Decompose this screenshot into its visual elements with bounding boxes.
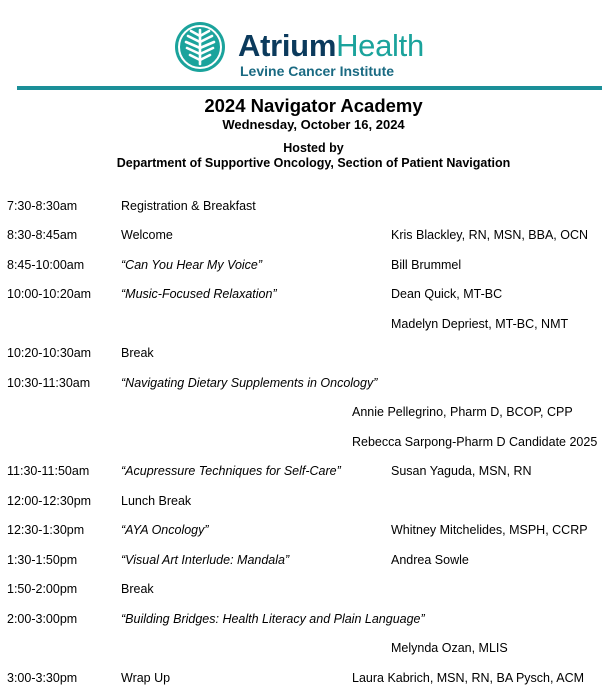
header-divider	[17, 86, 602, 90]
agenda-time: 8:30-8:45am	[7, 228, 78, 242]
agenda-session: “AYA Oncology”	[121, 523, 209, 537]
agenda-session: “Can You Hear My Voice”	[121, 258, 263, 272]
agenda-session: “Visual Art Interlude: Mandala”	[121, 553, 290, 567]
host-department: Department of Supportive Oncology, Section of Patient Navigation	[116, 156, 511, 170]
agenda-row	[0, 346, 610, 366]
hosted-by-label: Hosted by	[283, 141, 344, 155]
brand-subtitle: Levine Cancer Institute	[240, 63, 395, 79]
brand-wordmark	[238, 30, 424, 61]
document-title: 2024 Navigator Academy	[204, 95, 423, 116]
brand-logo	[0, 8, 610, 78]
agenda-time: 1:30-1:50pm	[7, 553, 78, 567]
agenda-row	[0, 317, 610, 337]
agenda-speaker: Kris Blackley, RN, MSN, BBA, OCN	[391, 228, 589, 242]
agenda-row	[0, 199, 610, 219]
agenda-speaker: Melynda Ozan, MLIS	[391, 641, 508, 655]
agenda-session: Lunch Break	[121, 494, 192, 508]
agenda-session: “Acupressure Techniques for Self-Care”	[121, 464, 341, 478]
agenda-time: 11:30-11:50am	[7, 464, 90, 478]
agenda-session: Registration & Breakfast	[121, 199, 256, 213]
agenda-time: 12:00-12:30pm	[7, 494, 92, 508]
agenda-session: Break	[121, 582, 154, 596]
agenda-row	[0, 494, 610, 514]
agenda-row	[0, 641, 610, 661]
agenda-session: “Navigating Dietary Supplements in Oncology”	[121, 376, 378, 390]
agenda-time: 7:30-8:30am	[7, 199, 78, 213]
agenda-time: 10:30-11:30am	[7, 376, 91, 390]
agenda-row	[0, 228, 610, 248]
agenda-row	[0, 553, 610, 573]
agenda-row	[0, 435, 610, 455]
agenda-row	[0, 376, 610, 396]
agenda-time: 8:45-10:00am	[7, 258, 85, 272]
agenda-row	[0, 258, 610, 278]
brand-secondary: Health	[336, 28, 424, 63]
agenda-speaker: Whitney Mitchelides, MSPH, CCRP	[391, 523, 588, 537]
agenda-speaker: Susan Yaguda, MSN, RN	[391, 464, 532, 478]
agenda-session: Break	[121, 346, 154, 360]
agenda-session: Welcome	[121, 228, 173, 242]
agenda-speaker: Dean Quick, MT-BC	[391, 287, 503, 301]
agenda-time: 1:50-2:00pm	[7, 582, 78, 596]
agenda-row	[0, 464, 610, 484]
agenda-session: “Music-Focused Relaxation”	[121, 287, 277, 301]
agenda-row	[0, 287, 610, 307]
agenda-speaker: Laura Kabrich, MSN, RN, BA Pysch, ACM	[352, 671, 585, 685]
agenda-time: 10:20-10:30am	[7, 346, 92, 360]
agenda-row	[0, 582, 610, 602]
agenda-speaker: Annie Pellegrino, Pharm D, BCOP, CPP	[352, 405, 573, 419]
brand-primary: Atrium	[238, 28, 337, 63]
agenda-row	[0, 405, 610, 425]
agenda-speaker: Rebecca Sarpong-Pharm D Candidate 2025	[352, 435, 598, 449]
agenda-speaker: Andrea Sowle	[391, 553, 469, 567]
agenda-row	[0, 612, 610, 632]
agenda-row	[0, 671, 610, 691]
agenda-speaker: Bill Brummel	[391, 258, 462, 272]
agenda-session: Wrap Up	[121, 671, 171, 685]
agenda-time: 12:30-1:30pm	[7, 523, 85, 537]
tree-leaf-icon	[173, 20, 227, 74]
agenda-speaker: Madelyn Depriest, MT-BC, NMT	[391, 317, 569, 331]
agenda-time: 2:00-3:00pm	[7, 612, 78, 626]
agenda-session: “Building Bridges: Health Literacy and Plain Language”	[121, 612, 425, 626]
event-date: Wednesday, October 16, 2024	[222, 117, 405, 132]
agenda-row	[0, 523, 610, 543]
agenda-time: 10:00-10:20am	[7, 287, 92, 301]
agenda-time: 3:00-3:30pm	[7, 671, 78, 685]
